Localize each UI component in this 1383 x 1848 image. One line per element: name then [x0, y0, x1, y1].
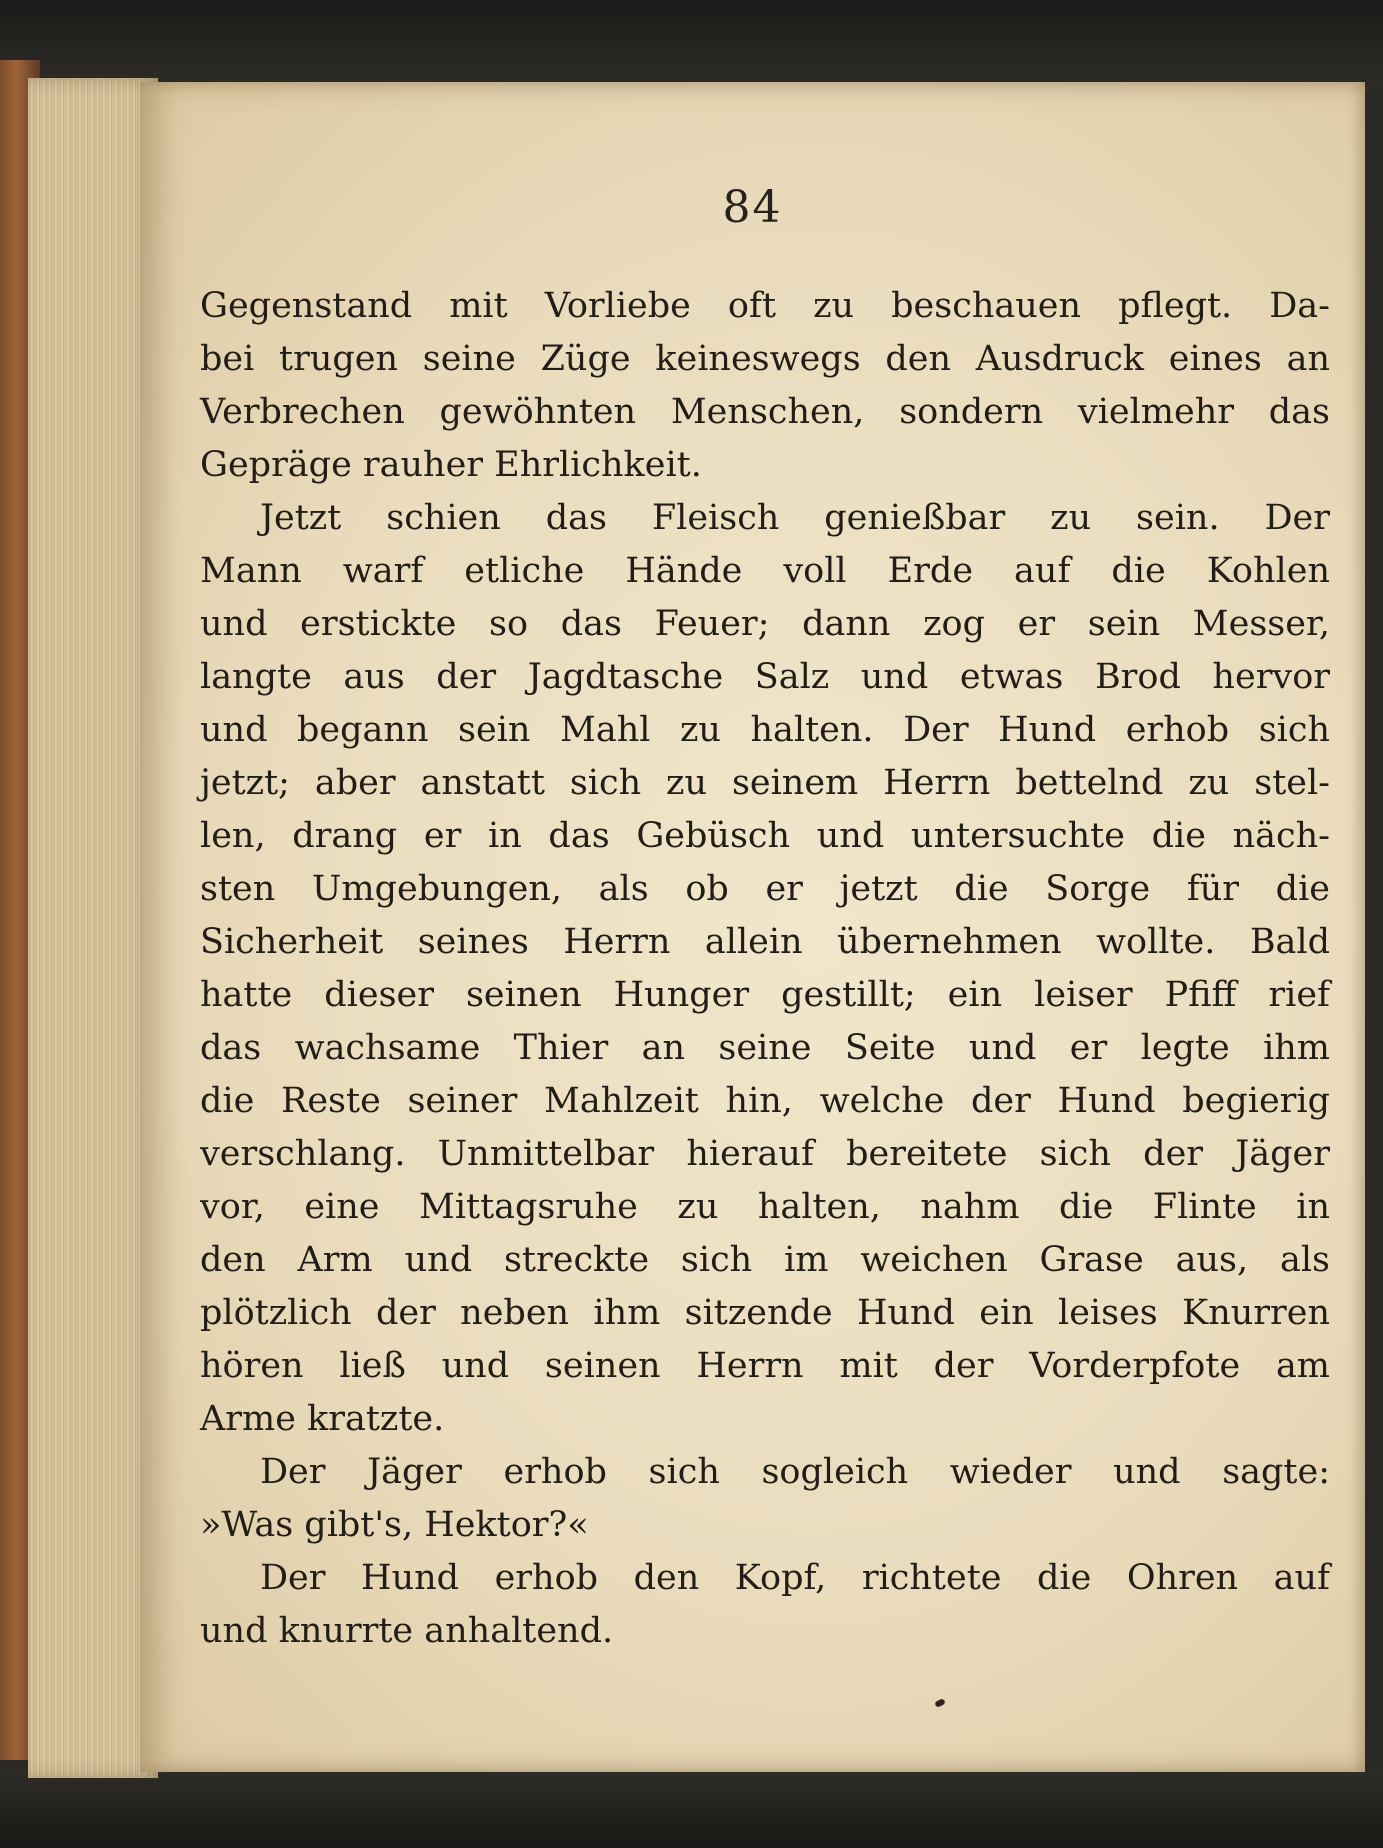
text-line: Arme kratzte.	[200, 1399, 445, 1439]
text-line: Verbrechen gewöhnten Menschen, sondern vielmehr das	[200, 392, 1330, 432]
page-edges	[28, 78, 158, 1778]
text-line: jetzt; aber anstatt sich zu seinem Herrn bettelnd zu stel-	[200, 763, 1330, 803]
text-line: langte aus der Jagdtasche Salz und etwas Brod hervor	[200, 657, 1330, 697]
text-line: plötzlich der neben ihm sitzende Hund ein leises Knurren	[200, 1293, 1330, 1333]
text-line: verschlang. Unmittelbar hierauf bereitete sich der Jäger	[200, 1134, 1330, 1174]
text-line: und begann sein Mahl zu halten. Der Hund erhob sich	[200, 710, 1330, 750]
text-line: und knurrte anhaltend.	[200, 1611, 614, 1651]
text-line: die Reste seiner Mahlzeit hin, welche der Hund begierig	[200, 1081, 1330, 1121]
text-line: Jetzt schien das Fleisch genießbar zu sein. Der	[260, 498, 1330, 538]
text-line: sten Umgebungen, als ob er jetzt die Sorge für die	[200, 869, 1330, 909]
text-line: bei trugen seine Züge keineswegs den Ausdruck eines an	[200, 339, 1330, 379]
text-line: Gepräge rauher Ehrlichkeit.	[200, 445, 702, 485]
text-line: hören ließ und seinen Herrn mit der Vorderpfote am	[200, 1346, 1330, 1386]
book-cover-bottom	[0, 1770, 1383, 1848]
text-line: Der Hund erhob den Kopf, richtete die Ohren auf	[260, 1558, 1330, 1598]
text-line: Sicherheit seines Herrn allein übernehmen wollte. Bald	[200, 922, 1330, 962]
text-line: »Was gibt's, Hektor?«	[200, 1505, 589, 1545]
text-line: hatte dieser seinen Hunger gestillt; ein leiser Pfiff rief	[200, 975, 1330, 1015]
text-line: vor, eine Mittagsruhe zu halten, nahm die Flinte in	[200, 1187, 1330, 1227]
text-line: und erstickte so das Feuer; dann zog er sein Messer,	[200, 604, 1330, 644]
page-number: 84	[722, 182, 783, 233]
text-line: das wachsame Thier an seine Seite und er legte ihm	[200, 1028, 1330, 1068]
text-line: Mann warf etliche Hände voll Erde auf die Kohlen	[200, 551, 1330, 591]
book-cover-top	[0, 0, 1383, 90]
text-line: den Arm und streckte sich im weichen Grase aus, als	[200, 1240, 1330, 1280]
text-line: len, drang er in das Gebüsch und untersuchte die näch-	[200, 816, 1330, 856]
text-line: Der Jäger erhob sich sogleich wieder und sagte:	[260, 1452, 1330, 1492]
text-line: Gegenstand mit Vorliebe oft zu beschauen pflegt. Da-	[200, 286, 1330, 326]
